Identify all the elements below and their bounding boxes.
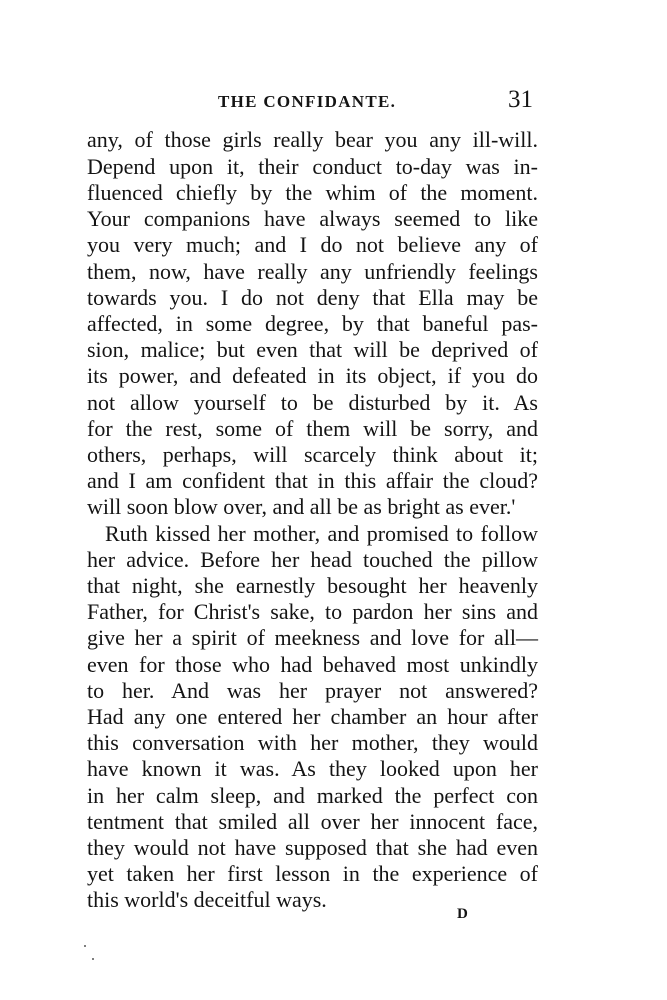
text-line: yet taken her first lesson in the experience of — [87, 861, 538, 886]
text-line: will soon blow over, and all be as bright as ever.' — [87, 494, 516, 519]
text-line: fluenced chiefly by the whim of the moment. — [87, 180, 538, 205]
running-title: THE CONFIDANTE. — [218, 92, 397, 111]
text-line: Father, for Christ's sake, to pardon her sins and — [87, 599, 538, 624]
text-line: her advice. Before her head touched the pillow — [87, 547, 538, 572]
text-line: have known it was. As they looked upon her — [87, 756, 538, 781]
text-line: give her a spirit of meekness and love for all— — [87, 625, 538, 650]
paragraph-first-line: Ruth kissed her mother, and promised to follow — [105, 521, 538, 546]
text-line: its power, and defeated in its object, if you do — [87, 363, 538, 388]
print-speck — [92, 958, 94, 960]
page-number: 31 — [508, 86, 533, 113]
text-line: Your companions have always seemed to like — [87, 206, 538, 231]
text-line: them, now, have really any unfriendly feelings — [87, 259, 538, 284]
text-line: sion, malice; but even that will be deprived of — [87, 337, 538, 362]
text-line: affected, in some degree, by that baneful pas- — [87, 311, 538, 336]
text-line: Depend upon it, their conduct to-day was in- — [87, 154, 538, 179]
text-line: any, of those girls really bear you any ill-will. — [87, 127, 538, 152]
text-line: tentment that smiled all over her innocent face, — [87, 809, 538, 834]
text-line: that night, she earnestly besought her heavenly — [87, 573, 538, 598]
text-line: this conversation with her mother, they would — [87, 730, 538, 755]
text-line: in her calm sleep, and marked the perfect con — [87, 783, 538, 808]
text-line: to her. And was her prayer not answered? — [87, 678, 538, 703]
signature-mark: D — [457, 906, 469, 922]
print-speck — [84, 945, 86, 947]
page-header — [0, 0, 667, 120]
text-line: even for those who had behaved most unkindly — [87, 652, 538, 677]
text-line: not allow yourself to be disturbed by it. As — [87, 390, 538, 415]
text-line: towards you. I do not deny that Ella may be — [87, 285, 538, 310]
text-line: others, perhaps, will scarcely think about it; — [87, 442, 538, 467]
text-line: for the rest, some of them will be sorry, and — [87, 416, 538, 441]
text-line: they would not have supposed that she had even — [87, 835, 538, 860]
text-line: and I am confident that in this affair the cloud? — [87, 468, 538, 493]
text-line: this world's deceitful ways. — [87, 887, 327, 912]
text-line: you very much; and I do not believe any of — [87, 232, 538, 257]
text-line: Had any one entered her chamber an hour after — [87, 704, 538, 729]
